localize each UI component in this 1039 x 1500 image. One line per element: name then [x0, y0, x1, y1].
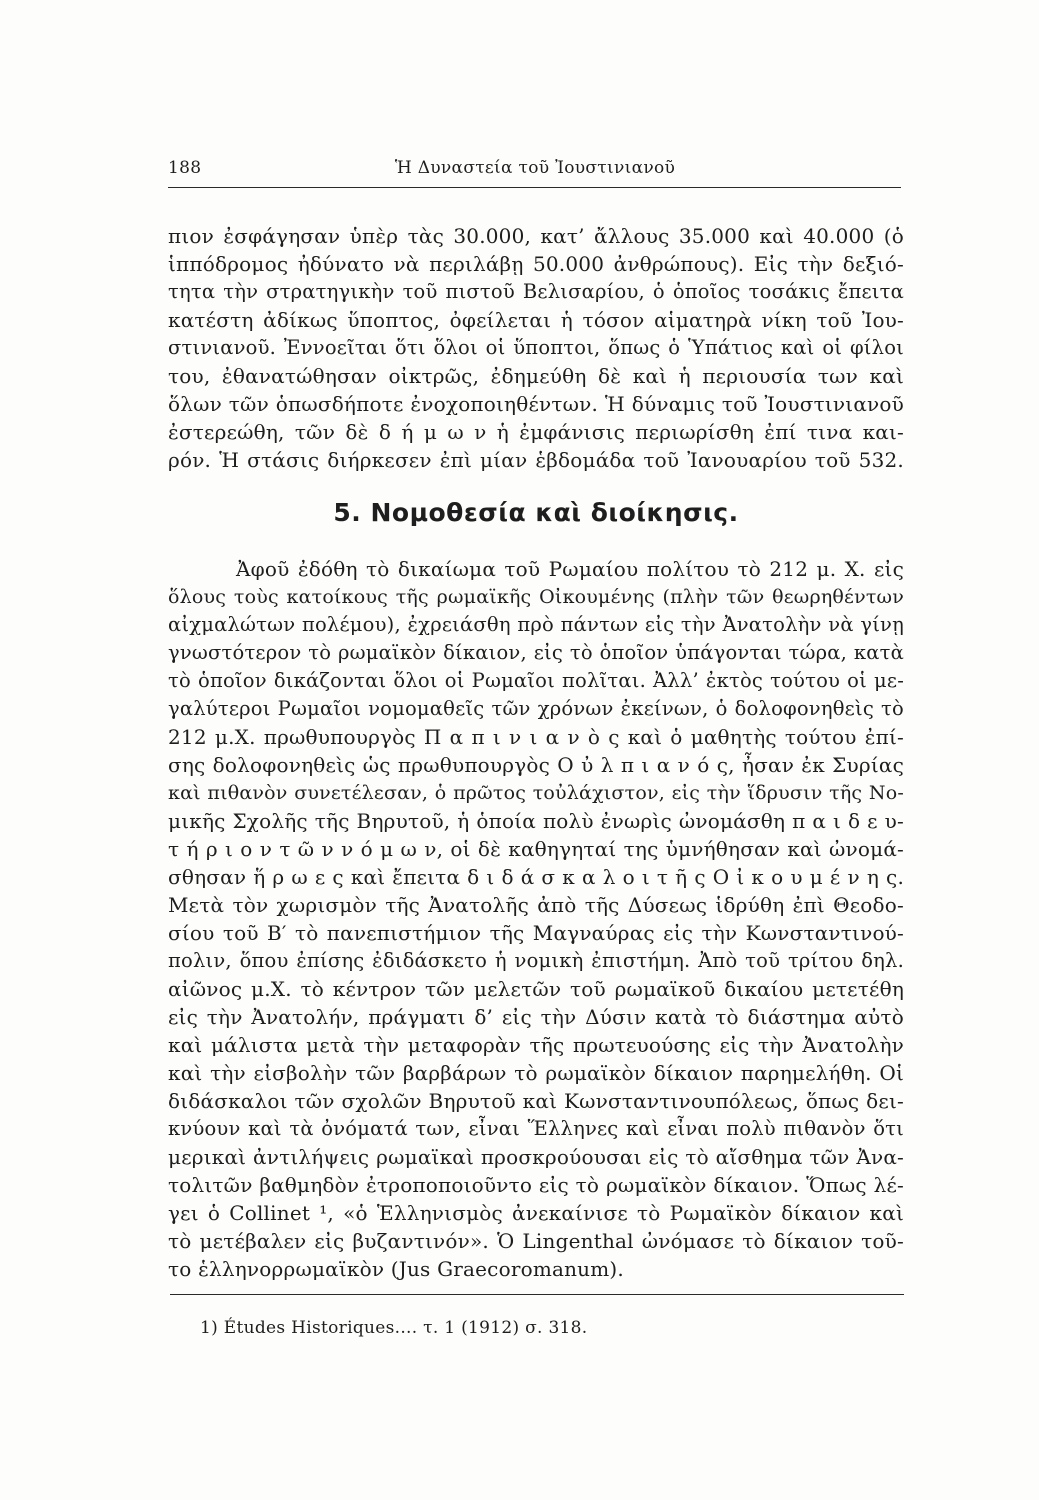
text-line: το ἑλληνορρωμαϊκὸν (Jus Graecoromanum).	[168, 1257, 624, 1281]
text-line: κατέστη ἀδίκως ὕποπτος, ὀφείλεται ἡ τόσον αἱματηρὰ νίκη τοῦ Ἰου-	[168, 308, 904, 332]
section-heading: 5. Νομοθεσία καὶ διοίκησις.	[333, 498, 739, 527]
running-title: Ἡ Δυναστεία τοῦ Ἰουστινιανοῦ	[394, 158, 676, 178]
footnote: 1) Études Historiques.... τ. 1 (1912) σ. 318.	[200, 1318, 588, 1338]
text-line: Μετὰ τὸν χωρισμὸν τῆς Ἀνατολῆς ἀπὸ τῆς Δύσεως ἱδρύθη ἐπὶ Θεοδο-	[168, 893, 904, 917]
footnote-rule	[170, 1294, 904, 1295]
text-line: ὅλων τῶν ὁπωσδήποτε ἐνοχοποιηθέντων. Ἡ δύναμις τοῦ Ἰουστινιανοῦ	[168, 392, 904, 416]
running-head	[168, 158, 902, 184]
text-line: σθησαν ἥ ρ ω ε ς καὶ ἔπειτα δ ι δ ά σ κ α λ ο ι τ ῆ ς Ο ἰ κ ο υ μ έ ν η ς.	[168, 865, 904, 889]
text-line: μικῆς Σχολῆς τῆς Βηρυτοῦ, ἡ ὁποία πολὺ ἐνωρὶς ὠνομάσθη π α ι δ ε υ-	[168, 809, 904, 833]
text-line: σης δολοφονηθεὶς ὡς πρωθυπουργὸς Ο ὐ λ π ι α ν ό ς, ἦσαν ἐκ Συρίας	[168, 753, 904, 777]
text-line: εἰς τὴν Ἀνατολήν, πράγματι δ’ εἰς τὴν Δύσιν κατὰ τὸ διάστημα αὐτὸ	[168, 1005, 904, 1029]
text-line: ἐστερεώθη, τῶν δὲ δ ή μ ω ν ἡ ἐμφάνισις περιωρίσθη ἐπί τινα και-	[168, 420, 904, 444]
text-line: γνωστότερον τὸ ρωμαϊκὸν δίκαιον, εἰς τὸ ὁποῖον ὑπάγονται τώρα, κατὰ	[168, 641, 904, 664]
text-line: αἰῶνος μ.Χ. τὸ κέντρον τῶν μελετῶν τοῦ ρωμαϊκοῦ δικαίου μετετέθη	[168, 977, 904, 1001]
text-line: πολιν, ὅπου ἐπίσης ἐδιδάσκετο ἡ νομικὴ ἐπιστήμη. Ἀπὸ τοῦ τρίτου δηλ.	[168, 949, 904, 972]
page-number: 188	[168, 158, 202, 178]
text-line: ρόν. Ἡ στάσις διήρκεσεν ἐπὶ μίαν ἑβδομάδα τοῦ Ἰανουαρίου τοῦ 532.	[168, 448, 904, 472]
text-line: καὶ τὴν εἰσβολὴν τῶν βαρβάρων τὸ ρωμαϊκὸν δίκαιον παρημελήθη. Οἱ	[168, 1061, 904, 1085]
text-line: καὶ μάλιστα μετὰ τὴν μεταφορὰν τῆς πρωτευούσης εἰς τὴν Ἀνατολὴν	[168, 1033, 904, 1057]
text-line: μερικαὶ ἀντιλήψεις ρωμαϊκαὶ προσκρούουσαι εἰς τὸ αἴσθημα τῶν Ἀνα-	[168, 1145, 904, 1169]
text-line: αἰχμαλώτων πολέμου), ἐχρειάσθη πρὸ πάντων εἰς τὴν Ἀνατολὴν νὰ γίνῃ	[168, 613, 904, 636]
text-line: τητα τὴν στρατηγικὴν τοῦ πιστοῦ Βελισαρίου, ὁ ὁποῖος τοσάκις ἔπειτα	[168, 280, 904, 303]
text-line: στινιανοῦ. Ἐννοεῖται ὅτι ὅλοι οἱ ὕποπτοι, ὅπως ὁ Ὑπάτιος καὶ οἱ φίλοι	[168, 336, 904, 359]
paragraph-2	[168, 555, 904, 1283]
text-line: κνύουν καὶ τὰ ὀνόματά των, εἶναι Ἕλληνες καὶ εἶναι πολὺ πιθανὸν ὅτι	[168, 1117, 904, 1140]
text-line: πιον ἐσφάγησαν ὑπὲρ τὰς 30.000, κατ’ ἄλλους 35.000 καὶ 40.000 (ὁ	[168, 224, 904, 248]
text-line: τὸ ὁποῖον δικάζονται ὅλοι οἱ Ρωμαῖοι πολῖται. Ἀλλ’ ἐκτὸς τούτου οἱ με-	[168, 669, 904, 692]
text-line: διδάσκαλοι τῶν σχολῶν Βηρυτοῦ καὶ Κωνσταντινουπόλεως, ὅπως δει-	[168, 1089, 904, 1113]
text-line: γει ὁ Collinet ¹, «ὁ Ἑλληνισμὸς ἀνεκαίνισε τὸ Ρωμαϊκὸν δίκαιον καὶ	[168, 1201, 904, 1225]
text-line: Ἀφοῦ ἐδόθη τὸ δικαίωμα τοῦ Ρωμαίου πολίτου τὸ 212 μ. Χ. εἰς	[236, 557, 904, 581]
text-line: σίου τοῦ Β′ τὸ πανεπιστήμιον τῆς Μαγναύρας εἰς τὴν Κωνσταντινού-	[168, 921, 904, 945]
text-line: γαλύτεροι Ρωμαῖοι νομομαθεῖς τῶν χρόνων ἐκείνων, ὁ δολοφονηθεὶς τὸ	[168, 697, 904, 720]
text-line: 212 μ.Χ. πρωθυπουργὸς Π α π ι ν ι α ν ὸ ς καὶ ὁ μαθητὴς τούτου ἐπί-	[168, 725, 904, 749]
text-line: τ ή ρ ι ο ν τ ῶ ν ν ό μ ω ν, οἱ δὲ καθηγηταί της ὑμνήθησαν καὶ ὠνομά-	[168, 837, 904, 861]
text-line: ὅλους τοὺς κατοίκους τῆς ρωμαϊκῆς Οἰκουμένης (πλὴν τῶν θεωρηθέντων	[168, 586, 904, 608]
text-line: του, ἐθανατώθησαν οἰκτρῶς, ἐδημεύθη δὲ καὶ ἡ περιουσία των καὶ	[168, 364, 904, 388]
paragraph-1	[168, 222, 904, 474]
text-line: καὶ πιθανὸν συνετέλεσαν, ὁ πρῶτος τοὐλάχιστον, εἰς τὴν ἵδρυσιν τῆς Νο-	[168, 782, 904, 804]
header-rule	[168, 187, 901, 188]
text-line: ἱππόδρομος ἠδύνατο νὰ περιλάβῃ 50.000 ἀνθρώπους). Εἰς τὴν δεξιό-	[168, 252, 904, 276]
text-line: τολιτῶν βαθμηδὸν ἐτροποποιοῦντο εἰς τὸ ρωμαϊκὸν δίκαιον. Ὅπως λέ-	[168, 1173, 904, 1197]
text-line: τὸ μετέβαλεν εἰς βυζαντινόν». Ὁ Lingenthal ὠνόμασε τὸ δίκαιον τοῦ-	[168, 1229, 904, 1253]
